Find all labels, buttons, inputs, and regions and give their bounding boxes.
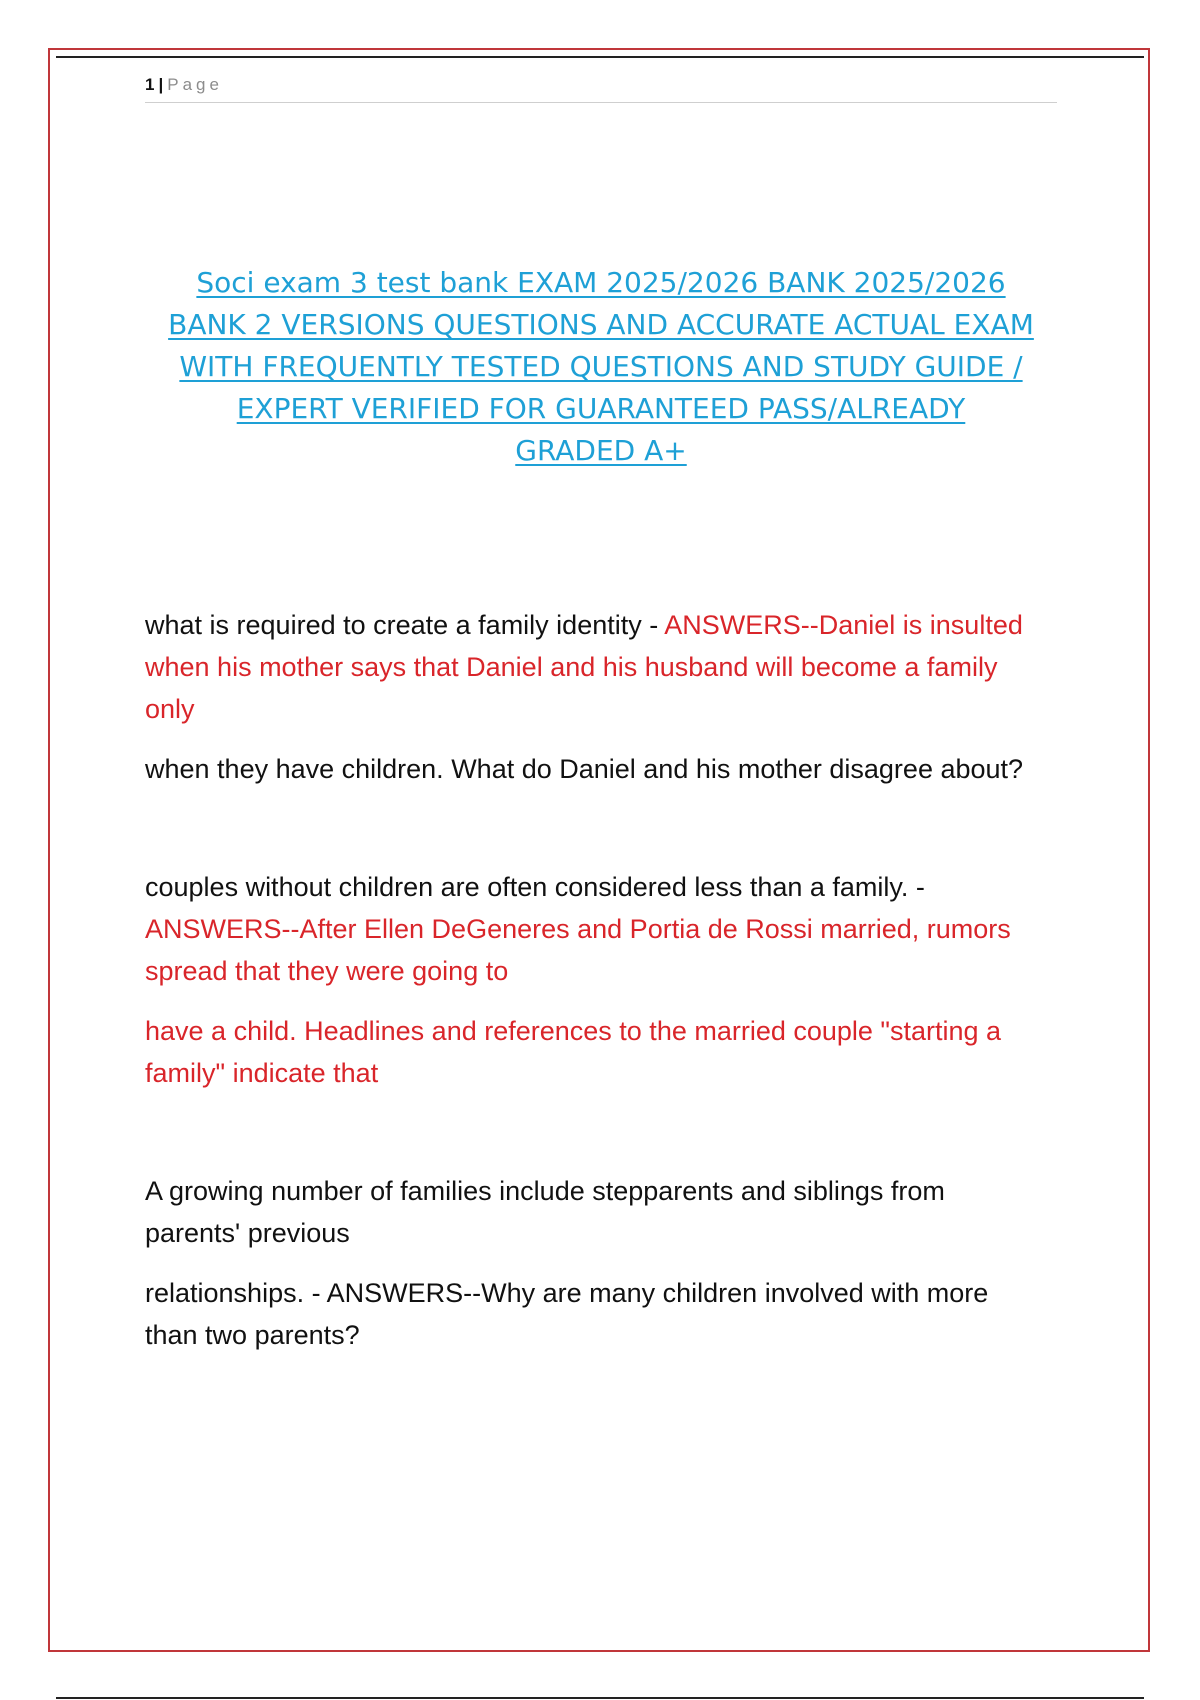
page-separator: |: [158, 75, 164, 94]
question-continuation: when they have children. What do Daniel and his mother disagree about?: [145, 754, 1024, 784]
page-header: [145, 72, 1057, 103]
qa-block-2: [145, 866, 1045, 1094]
frame-top-rule: [56, 56, 1144, 58]
question-text: couples without children are often considered less than a family. -: [145, 872, 925, 902]
title-line: BANK 2 VERSIONS QUESTIONS AND ACCURATE ACTUAL EXAM: [168, 308, 1034, 341]
answer-continuation: have a child. Headlines and references to the married couple "starting a family" indicate that: [145, 1016, 1002, 1088]
page-label: Page: [167, 75, 223, 94]
question-continuation: relationships. - ANSWERS--Why are many children involved with more than two parents?: [145, 1278, 989, 1350]
question-text: what is required to create a family identity -: [145, 610, 665, 640]
page-number: 1: [145, 75, 155, 94]
title-line: EXPERT VERIFIED FOR GUARANTEED PASS/ALREADY: [236, 392, 966, 425]
answer-text: ANSWERS--Daniel is insulted when his mother says that Daniel and his husband will become a family only: [145, 610, 1023, 724]
title-line: WITH FREQUENTLY TESTED QUESTIONS AND STUDY GUIDE /: [179, 350, 1023, 383]
title-line: GRADED A+: [515, 434, 687, 467]
qa-block-3: [145, 1170, 1045, 1356]
question-paragraph: [145, 866, 1045, 992]
page-bottom-rule: [56, 1697, 1144, 1699]
answer-text: ANSWERS--After Ellen DeGeneres and Portia de Rossi married, rumors spread that they were going to: [145, 914, 1011, 986]
document-title[interactable]: [145, 262, 1057, 472]
qa-block-1: [145, 604, 1045, 790]
question-paragraph: A growing number of families include stepparents and siblings from parents' previous: [145, 1176, 945, 1248]
title-line: Soci exam 3 test bank EXAM 2025/2026 BANK 2025/2026: [196, 266, 1006, 299]
question-paragraph: [145, 604, 1045, 730]
document-body: [145, 604, 1045, 1356]
